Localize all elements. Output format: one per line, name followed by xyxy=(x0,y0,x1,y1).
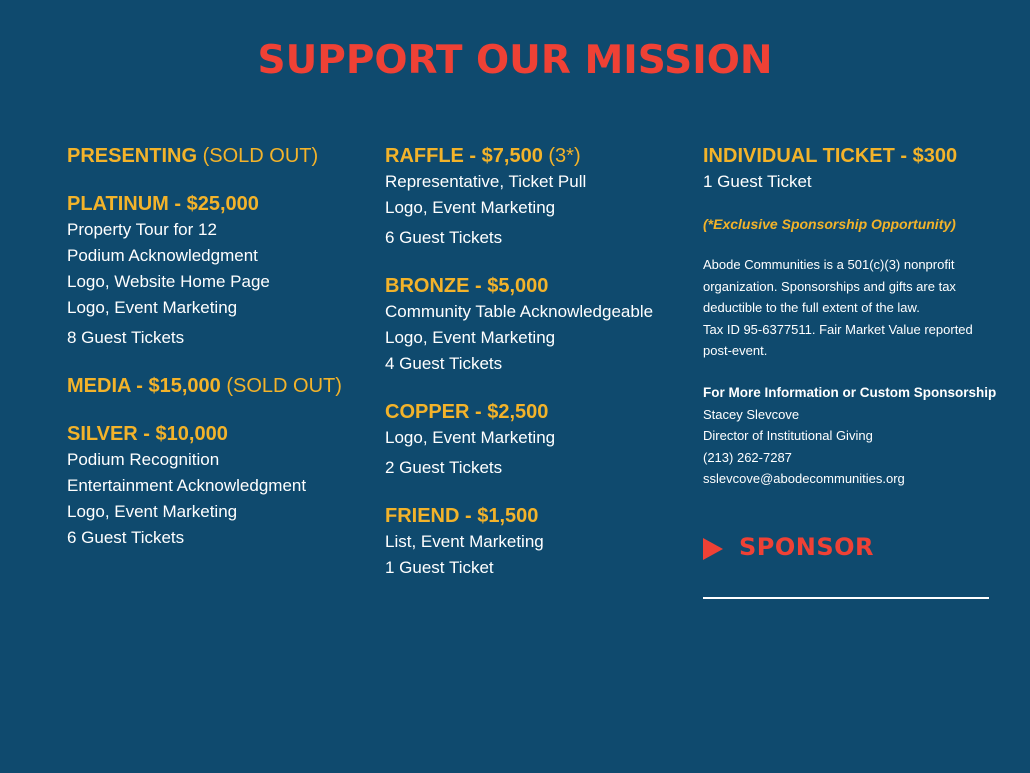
info-line: Tax ID 95-6377511. Fair Market Value reported xyxy=(703,321,973,337)
tier-note: (SOLD OUT) xyxy=(220,375,342,397)
benefit-line: List, Event Marketing xyxy=(385,532,544,551)
benefit-line: Logo, Event Marketing xyxy=(67,502,238,521)
benefit-line: Community Table Acknowledgeable xyxy=(385,302,654,321)
play-arrow-icon xyxy=(703,538,723,560)
tier-column-2 xyxy=(385,143,685,603)
contact-title: Director of Institutional Giving xyxy=(703,428,873,443)
tier-name: PLATINUM - $25,000 xyxy=(67,193,259,215)
sponsor-button[interactable] xyxy=(703,533,874,561)
tier-name: PRESENTING xyxy=(67,145,198,167)
info-line: deductible to the full extent of the law. xyxy=(703,300,920,315)
contact-details xyxy=(703,404,1003,490)
benefit-line: Logo, Event Marketing xyxy=(385,428,556,447)
info-column xyxy=(703,143,1003,490)
benefit-line: Property Tour for 12 xyxy=(67,220,217,239)
tier-name: RAFFLE - $7,500 xyxy=(385,145,543,167)
benefit-line: 1 Guest Ticket xyxy=(385,558,494,577)
benefit-line: 4 Guest Tickets xyxy=(385,354,503,373)
benefit-line: Logo, Event Marketing xyxy=(385,198,556,217)
contact-name: Stacey Slevcove xyxy=(703,406,800,422)
benefit-line: Logo, Event Marketing xyxy=(385,328,556,347)
info-line: post-event. xyxy=(703,343,768,358)
tier-raffle xyxy=(385,143,685,251)
contact-phone[interactable]: (213) 262-7287 xyxy=(703,449,792,465)
nonprofit-info xyxy=(703,254,1003,362)
divider xyxy=(703,597,989,599)
tier-note: (SOLD OUT) xyxy=(197,145,319,167)
benefit-line: 1 Guest Ticket xyxy=(703,172,812,191)
benefit-line: Logo, Event Marketing xyxy=(67,298,238,317)
info-line: organization. Sponsorships and gifts are tax xyxy=(703,278,956,294)
tier-presenting xyxy=(67,143,357,169)
tier-note: (3*) xyxy=(542,145,581,167)
benefit-line: 2 Guest Tickets xyxy=(385,458,503,477)
benefit-line: 6 Guest Tickets xyxy=(385,228,503,247)
tier-name: BRONZE - $5,000 xyxy=(385,275,549,297)
tier-column-1 xyxy=(67,143,357,573)
benefit-line: 8 Guest Tickets xyxy=(67,328,185,347)
tier-friend xyxy=(385,503,685,581)
tier-name: SILVER - $10,000 xyxy=(67,423,228,445)
page-title: SUPPORT OUR MISSION xyxy=(257,38,773,83)
tier-platinum xyxy=(67,191,357,351)
tier-copper xyxy=(385,399,685,481)
tier-individual-name: INDIVIDUAL TICKET - $300 xyxy=(703,145,958,167)
tier-name: COPPER - $2,500 xyxy=(385,401,549,423)
exclusive-note: (*Exclusive Sponsorship Opportunity) xyxy=(703,216,956,232)
benefit-line: Podium Acknowledgment xyxy=(67,246,258,265)
sponsor-label: SPONSOR xyxy=(739,533,875,561)
contact-email[interactable]: sslevcove@abodecommunities.org xyxy=(703,471,905,486)
benefit-line: 6 Guest Tickets xyxy=(67,528,185,547)
benefit-line: Podium Recognition xyxy=(67,450,220,469)
tier-media xyxy=(67,373,357,399)
info-line: Abode Communities is a 501(c)(3) nonprofit xyxy=(703,257,955,272)
tier-name: FRIEND - $1,500 xyxy=(385,505,539,527)
benefit-line: Representative, Ticket Pull xyxy=(385,172,587,191)
contact-heading: For More Information or Custom Sponsorship xyxy=(703,384,997,400)
tier-name: MEDIA - $15,000 xyxy=(67,375,221,397)
benefit-line: Logo, Website Home Page xyxy=(67,272,270,291)
tier-bronze xyxy=(385,273,685,377)
tier-silver xyxy=(67,421,357,551)
benefit-line: Entertainment Acknowledgment xyxy=(67,476,307,495)
